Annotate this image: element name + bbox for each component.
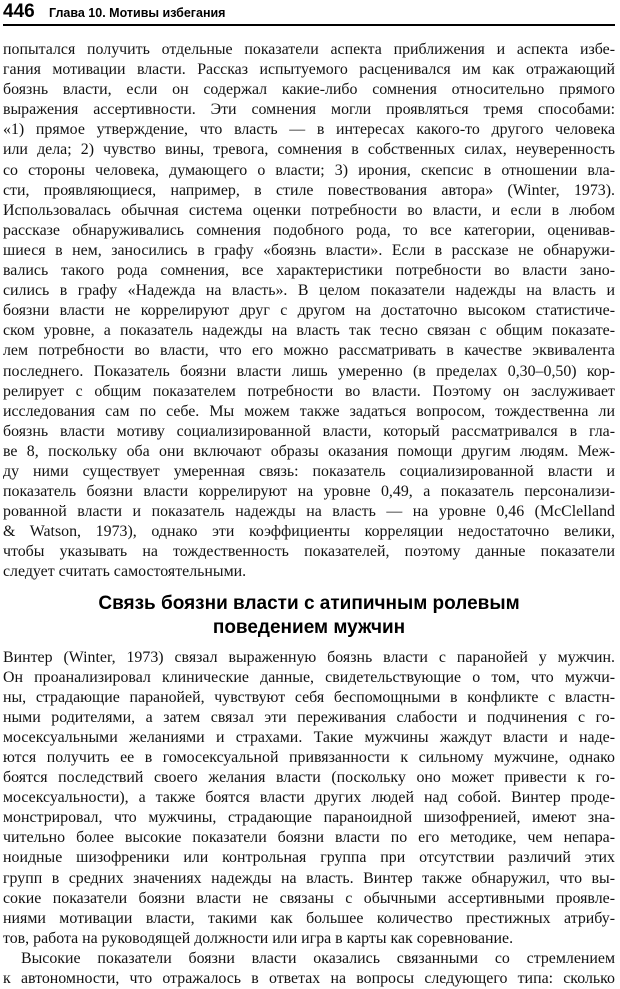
text-line-last: тов, работа на руководящей должности или игра в карты как соревнование. xyxy=(3,929,514,947)
running-head: Глава 10. Мотивы избегания xyxy=(49,6,226,20)
text-line: рованной власти и показатель надежды на власть — на уровне 0,46 (McClelland xyxy=(3,503,615,521)
text-line: ве 8, поскольку оба они включают образы оказания помощи другим людям. Меж- xyxy=(3,442,615,460)
text-line: вались такого рода сомнения, все характеристики потребности во власти зано- xyxy=(3,262,615,280)
text-line: боязнь власти, если он содержал какие-либо сомнения относительно прямого xyxy=(3,81,615,99)
section-heading-line: поведением мужчин xyxy=(212,616,406,638)
text-line: мосексуальными желаниями и страхами. Такие мужчины жаждут власти и наде- xyxy=(3,728,615,746)
text-line: попытался получить отдельные показатели аспекта приближения и аспекта избе- xyxy=(3,41,615,58)
text-line: чтобы указывать на тождественность показателей, поэтому данные показатели xyxy=(3,543,615,561)
text-line: показатель боязни власти коррелируют на уровне 0,49, а показатель персонализи- xyxy=(3,483,615,501)
page-body xyxy=(3,40,615,989)
text-line: чительно более высокие показатели боязни власти по его методике, чем непара- xyxy=(3,829,615,847)
text-line: релирует с общим показателем потребности во власти. Поэтому он заслуживает xyxy=(3,382,615,400)
text-line: & Watson, 1973), однако эти коэффициенты корреляции недостаточно велики, xyxy=(3,523,615,541)
text-line: к автономности, что отражалось в ответах на вопросы следующего типа: сколько xyxy=(3,970,615,988)
text-line: исследования сам по себе. Мы можем также задаться вопросом, тождественна ли xyxy=(3,402,615,420)
text-line: выражения ассертивности. Эти сомнения могли проявляться тремя способами: xyxy=(3,101,615,119)
text-line: Использовалась обычная система оценки потребности во власти, и если в любом xyxy=(3,201,615,219)
text-line: со стороны человека, думающего о власти; 3) ирония, скепсис в отношении вла- xyxy=(3,161,615,179)
text-line: «1) прямое утверждение, что власть — в интересах какого-то другого человека xyxy=(3,121,615,139)
text-line: боятся последствий своего желания власти (поскольку оно может привести к го- xyxy=(3,769,615,787)
text-line: ду ними существует умеренная связь: показатель социализированной власти и xyxy=(3,462,615,480)
text-line: монстрировал, что мужчины, страдающие параноидной шизофренией, имеют зна- xyxy=(3,809,615,827)
text-line: ными родителями, а затем связал эти переживания слабости и подчинения с го- xyxy=(3,708,615,726)
paragraph-3 xyxy=(3,949,615,989)
text-line: ноидные шизофреники или контрольная группа при отсутствии различий этих xyxy=(3,849,615,867)
page-header xyxy=(3,2,615,26)
text-line: Он проанализировал клинические данные, свидетельствующие о том, что мужчи- xyxy=(3,668,615,686)
text-line: сокие показатели боязни власти не связаны с обычными ассертивными проявле- xyxy=(3,889,615,907)
text-line: сились в графу «Надежда на власть». В целом показатели надежды на власть и xyxy=(3,282,615,300)
section-heading-line: Связь боязни власти с атипичным ролевым xyxy=(98,592,520,614)
text-line: или дела; 2) чувство вины, тревога, сомнения в собственных силах, неуверенность xyxy=(3,141,615,159)
text-line: ниями мотивации власти, такими как большее количество престижных атрибу- xyxy=(3,909,615,927)
paragraph-2 xyxy=(3,648,615,949)
text-line: мосексуальности), а также боятся власти других людей над собой. Винтер проде- xyxy=(3,789,615,807)
text-line: последнего. Показатель боязни власти лишь умеренно (в пределах 0,30–0,50) кор- xyxy=(3,362,615,380)
text-line: лем потребности во власти, что его можно рассматривать в качестве эквивалента xyxy=(3,342,615,360)
text-line-indented: Высокие показатели боязни власти оказались связанными со стремлением xyxy=(21,949,615,967)
section-heading xyxy=(3,592,615,640)
text-line: рассказе обнаруживались сомнения подобного рода, то все категории, оценивав- xyxy=(3,221,615,239)
text-line: ском уровне, а показатель надежды на власть так тесно связан с общим показате- xyxy=(3,322,615,340)
text-line: групп в средних значениях надежды на власть. Винтер также обнаружил, что вы- xyxy=(3,869,615,887)
text-line-last: следует считать самостоятельными. xyxy=(3,563,247,581)
page-number: 446 xyxy=(3,1,35,22)
text-line: ны, страдающие паранойей, чувствуют себя беспомощными в конфликте с властн- xyxy=(3,688,615,706)
text-line: гания мотивации власти. Рассказ испытуемого расценивался им как отражающий xyxy=(3,61,615,79)
text-line: шиеся в нем, заносились в графу «боязнь власти». Если в рассказе не обнаружи- xyxy=(3,241,615,259)
text-line: боязнь власти мотиву социализированной власти, который рассматривался в гла- xyxy=(3,422,615,440)
text-line: Винтер (Winter, 1973) связал выраженную боязнь власти с паранойей у мужчин. xyxy=(3,648,615,666)
paragraph-1 xyxy=(3,40,615,583)
text-line: ются получить ее в гомосексуальной привязанности к сильному мужчине, однако xyxy=(3,749,615,766)
text-line: боязни власти не коррелируют друг с другом на достаточно высоком статистиче- xyxy=(3,302,615,320)
text-line: сти, проявляющиеся, например, в стиле повествования автора» (Winter, 1973). xyxy=(3,181,615,199)
